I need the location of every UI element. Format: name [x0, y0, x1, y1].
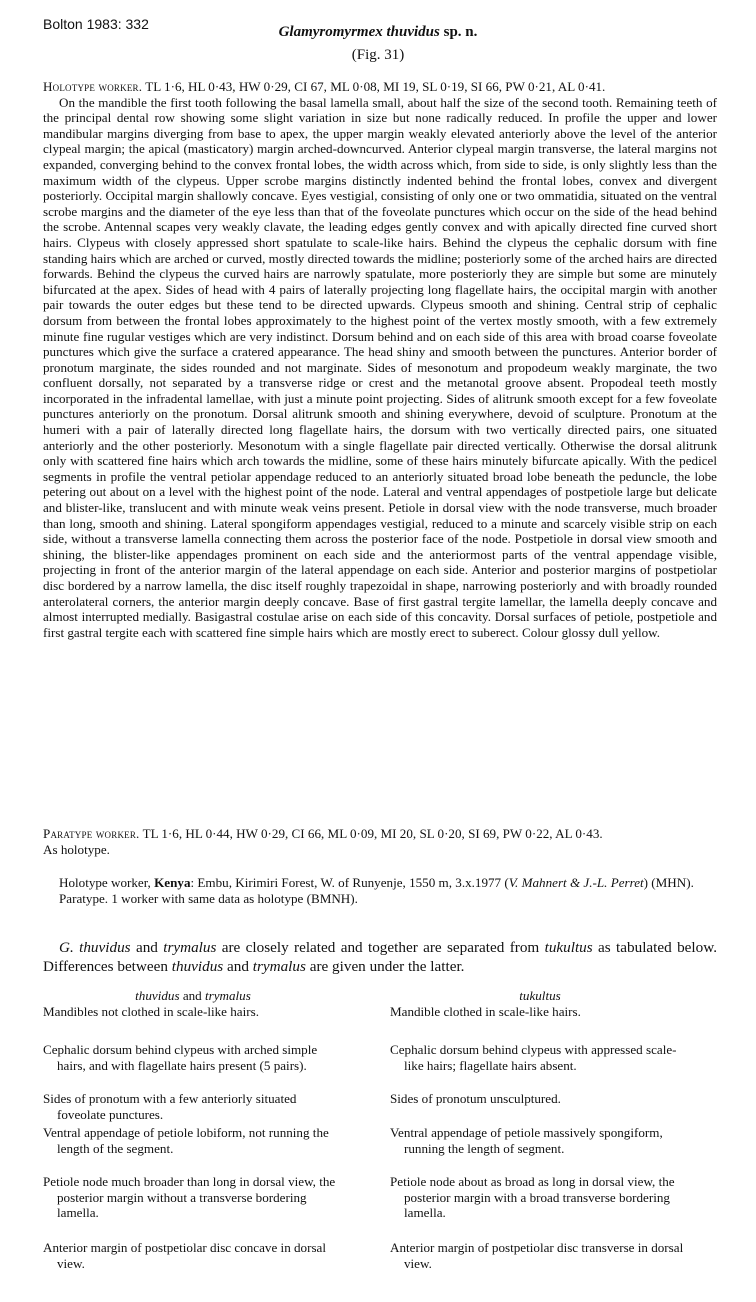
paratype-material: Paratype. 1 worker with same data as holotype (BMNH).	[59, 890, 358, 906]
paratype-measurements: Paratype worker. TL 1·6, HL 0·44, HW 0·29, CI 66, ML 0·09, MI 20, SL 0·20, SI 69, PW 0·22, AL 0·43.	[43, 826, 603, 841]
collectors: V. Mahnert & J.-L. Perret	[508, 875, 644, 890]
species-status: sp. n.	[443, 24, 478, 40]
table-row: Anterior margin of postpetiolar disc transverse in dorsal view.	[390, 1240, 684, 1271]
table-column-tukultus	[390, 988, 690, 1271]
table-row: Cephalic dorsum behind clypeus with arched simple hairs, and with flagellate hairs present (5 pairs).	[43, 1042, 318, 1073]
figure-reference: (Fig. 31)	[351, 47, 405, 63]
table-row: Ventral appendage of petiole lobiform, not running the length of the segment.	[43, 1125, 329, 1156]
material-section	[43, 875, 717, 906]
table-row: Ventral appendage of petiole massively spongiform, running the length of segment.	[390, 1125, 663, 1156]
paratype-section	[43, 826, 717, 857]
table-heading-right: tukultus	[519, 988, 561, 1003]
table-row: Petiole node about as broad as long in dorsal view, the posterior margin with a broad transverse bordering lamella.	[390, 1174, 675, 1221]
citation: Bolton 1983: 332	[43, 16, 149, 32]
holotype-description: On the mandible the first tooth following the basal lamella small, about half the size of the second tooth. Remaining teeth of the principal dental row showing some slight variation in size but none radically reduced. In profile the upper and lower mandibular margins diverging from base to apex, the upper margin weakly elevated anteriorly above the level of the anterior clypeal margin; the apical (masticatory) margin arched-downcurved. Anterior clypeal margin transverse, the lateral margins not expanded, converging behind to the convex frontal lobes, the width across which, from side to side, is only slightly less than the maximum width of the clypeus. Upper scrobe margins distinctly indented behind the frontal lobes, convex and divergent posteriorly. Occipital margin shallowly concave. Eyes vestigial, consisting of only one or two ommatidia, situated on the ventral scrobe margins and the diameter of the eye less than that of the foveolate punctures which occur on the side of the head behind the scrobe. Antennal scapes very weakly clavate, the leading edges gently convex and with apically directed fine curved short hairs. Clypeus with closely appressed short spatulate to scale-like hairs. Behind the clypeus the cephalic dorsum with fine standing hairs which are arched or curved, mostly directed towards the midline; posteriorly some of the arched hairs are directed forwards. Behind the clypeus the curved hairs are narrowly spatulate, more posteriorly they are simple but some are minutely bifurcated at the apex. Sides of head with 4 pairs of laterally projecting long flagellate hairs, the occipital margin with another pair towards the outer edges but these tend to be directed upwards. Clypeus smooth and shining. Central strip of cephalic dorsum from between the frontal lobes approximately to the highest point of the vertex mostly smooth, with a few extremely minute fine rugular vestiges which are very indistinct. Dorsum behind and on each side of this area with broad coarse foveolate punctures which give the surface a cratered appearance. The head shiny and smooth between the punctures. Anterior border of pronotum marginate, the sides rounded and not marginate. Sides of mesonotum and propodeum weakly marginate, the two confluent dorsally, not separated by a transverse ridge or crest and the metanotal groove absent. Propodeal teeth mostly incorporated in the infradental lamellae, with just a minute point projecting. Sides of alitrunk smooth except for a few foveolate punctures anteriorly on the pronotum. Dorsal alitrunk smooth and shining everywhere, devoid of sculpture. Pronotum at the humeri with a pair of laterally directed long flagellate hairs, the dorsum with two vertically directed pairs, one situated anteriorly and the other posteriorly. Mesonotum with a single flagellate pair directed vertically. Otherwise the dorsal alitrunk only with scattered fine hairs which arch towards the midline, some of these hairs minutely bifurcate apically. With the pedicel segments in profile the ventral petiolar appendage reduced to an anteriorly situated broad lobe beneath the peduncle, the lobe petering out about on a level with the highest point of the node. Lateral and ventral appendages of postpetiole large but delicate and blister-like, translucent and with minute weak veins present. Petiole in dorsal view with the node transverse, much broader than long, smooth and shining. Lateral spongiform appendages vestigial, reduced to a minute and scarcely visible strip on each side, without a transverse lamella connecting them across the posterior face of the node. Postpetiole in dorsal view smooth and shining, the blister-like appendages prominent on each side and the anteriormost parts of the ventral appendage visible, projecting in front of the anterior margin of the lateral appendage on each side. Anterior and posterior margins of postpetiolar disc bordered by a narrow lamella, the disc itself roughly trapezoidal in shape, narrowing posteriorly and with broadly rounded anterolateral corners, the anterior margin deeply concave. Base of first gastral tergite lamellar, the lamella deeply concave and almost interrupted medially. Basigastral costulae arise on each side of this concavity. Dorsal surfaces of petiole, postpetiole and first gastral tergite each with scattered fine simple hairs which are mostly erect to suberect. Colour glossy dull yellow.	[43, 94, 717, 640]
table-column-thuvidus-trymalus	[43, 988, 343, 1271]
paratype-label: Paratype worker.	[43, 826, 140, 841]
species-name: Glamyromyrmex thuvidus	[278, 24, 440, 40]
holotype-section	[43, 79, 717, 640]
paratype-note: As holotype.	[43, 841, 110, 857]
holotype-material: Holotype worker, Kenya: Embu, Kirimiri Forest, W. of Runyenje, 1550 m, 3.x.1977 (V. Mahnert & J.-L. Perret) (MHN).	[59, 875, 694, 890]
table-row: Anterior margin of postpetiolar disc concave in dorsal view.	[43, 1240, 327, 1271]
table-row: Mandible clothed in scale-like hairs.	[390, 1004, 581, 1019]
comparison-intro: G. thuvidus and trymalus are closely related and together are separated from tukultus as tabulated below. Differences between thuvidus and trymalus are given under the latter.	[43, 939, 717, 975]
table-heading-left: thuvidus and trymalus	[135, 988, 251, 1003]
holotype-measurements: Holotype worker. TL 1·6, HL 0·43, HW 0·29, CI 67, ML 0·08, MI 19, SL 0·19, SI 66, PW 0·21, AL 0·41.	[43, 79, 606, 94]
species-title	[0, 24, 756, 41]
country: Kenya	[154, 875, 191, 890]
table-row: Sides of pronotum unsculptured.	[390, 1091, 561, 1106]
table-row: Cephalic dorsum behind clypeus with appressed scale-like hairs; flagellate hairs absent.	[390, 1042, 677, 1073]
table-row: Petiole node much broader than long in dorsal view, the posterior margin without a transverse bordering lamella.	[43, 1174, 336, 1221]
table-row: Mandibles not clothed in scale-like hairs.	[43, 1004, 259, 1019]
table-row: Sides of pronotum with a few anteriorly situated foveolate punctures.	[43, 1091, 297, 1122]
holotype-label: Holotype worker.	[43, 79, 143, 94]
